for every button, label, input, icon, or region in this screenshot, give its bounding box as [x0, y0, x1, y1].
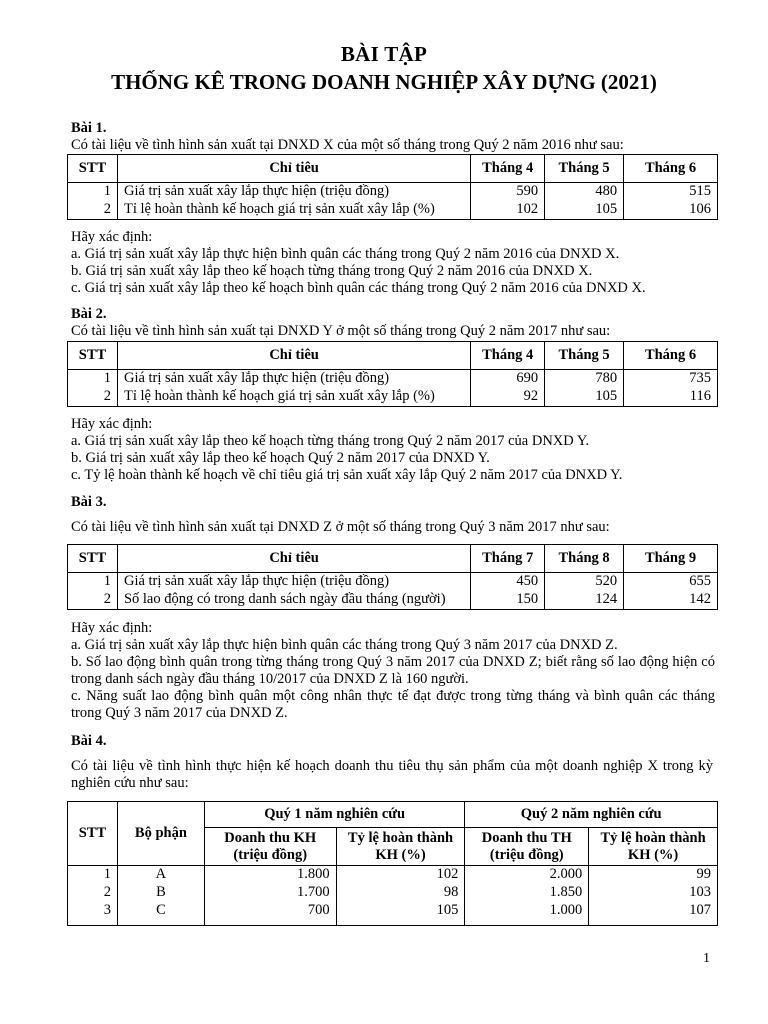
bai1-heading: Bài 1.	[71, 120, 107, 136]
table-cell: Giá trị sản xuất xây lắp thực hiện (triệu đồng)	[117, 183, 470, 201]
table-row	[68, 591, 718, 610]
bai1-question-c: c. Giá trị sản xuất xây lắp theo kế hoạch bình quân các tháng trong Quý 2 năm 2016 của DNXD X.	[71, 280, 646, 296]
table-cell: 116	[689, 388, 711, 405]
doc-title-line1: BÀI TẬP	[340, 42, 428, 66]
table-cell: 515	[689, 183, 711, 200]
table-cell: 1.700	[204, 884, 336, 902]
table-cell: 1.000	[465, 902, 589, 926]
bai3-questions	[71, 620, 715, 722]
table-cell: 2	[68, 201, 118, 220]
table-cell: 105	[336, 902, 465, 926]
bai3-header-m3: Tháng 9	[644, 550, 697, 566]
bai2-question-b: b. Giá trị sản xuất xây lắp theo kế hoạch Quý 2 năm 2017 của DNXD Y.	[71, 450, 490, 466]
bai4-intro-block	[71, 758, 713, 792]
table-cell: B	[117, 884, 204, 902]
bai2-intro: Có tài liệu về tình hình sản xuất tại DNXD Y ở một số tháng trong Quý 2 năm 2017 như sau:	[71, 323, 611, 339]
table-cell: 655	[689, 573, 711, 590]
bai3-header-m2: Tháng 8	[545, 545, 624, 573]
table-cell: 105	[545, 388, 624, 407]
table-cell: 590	[471, 183, 545, 201]
table-cell: 2	[68, 591, 118, 610]
bai3-question-a: a. Giá trị sản xuất xây lắp thực hiện bình quân các tháng trong Quý 3 năm 2017 của DNXD Z.	[71, 637, 618, 653]
bai1-ask: Hãy xác định:	[71, 229, 153, 245]
bai1-questions	[71, 229, 715, 297]
table-cell: 2.000	[465, 866, 589, 884]
bai2-question-a: a. Giá trị sản xuất xây lắp theo kế hoạch từng tháng trong Quý 2 năm 2017 của DNXD Y.	[71, 433, 590, 449]
bai4-heading: Bài 4.	[71, 733, 107, 749]
table-cell: 690	[471, 370, 545, 388]
table-cell: 106	[689, 201, 711, 218]
bai2-questions	[71, 416, 715, 484]
bai4-subheader-dt-kh: Doanh thu KH (triệu đồng)	[204, 828, 336, 866]
bai3-header-m1: Tháng 7	[471, 545, 545, 573]
table-cell: A	[117, 866, 204, 884]
bai2-header-m1: Tháng 4	[471, 342, 545, 370]
table-row	[68, 183, 718, 201]
bai1-question-b: b. Giá trị sản xuất xây lắp theo kế hoạch từng tháng trong Quý 2 năm 2016 của DNXD X.	[71, 263, 593, 279]
bai1-table	[67, 154, 718, 220]
bai3-intro-block	[71, 519, 715, 536]
table-cell: 1.800	[204, 866, 336, 884]
table-cell: Số lao động có trong danh sách ngày đầu tháng (người)	[117, 591, 470, 610]
bai4-subheader-tl-q2: Tỷ lệ hoàn thành KH (%)	[600, 829, 706, 863]
bai3-question-c: c. Năng suất lao động bình quân một công nhân thực tế đạt được trong từng tháng và bình quân các tháng trong Quý 3 năm 2017 của DNXD Z.	[71, 688, 715, 721]
bai1-intro-block	[71, 120, 715, 154]
bai4-header-stt: STT	[68, 802, 118, 866]
table-row	[68, 370, 718, 388]
bai2-ask: Hãy xác định:	[71, 416, 153, 432]
bai3-header-chitieu: Chỉ tiêu	[117, 545, 470, 573]
table-cell: 98	[336, 884, 465, 902]
table-cell: 107	[689, 901, 711, 918]
page-number: 1	[703, 951, 710, 966]
table-cell: 780	[545, 370, 624, 388]
bai3-heading-block	[71, 494, 715, 511]
table-cell: 124	[545, 591, 624, 610]
bai1-header-chitieu: Chỉ tiêu	[117, 155, 470, 183]
bai2-intro-block	[71, 306, 715, 340]
bai3-question-b: b. Số lao động bình quân trong từng tháng trong Quý 3 năm 2017 của DNXD Z; biết rằng số lao động hiện có trong danh sách ngày đầu tháng 10/2017 của DNXD Z là 160 người.	[71, 654, 715, 687]
bai4-header-bophan: Bộ phận	[117, 802, 204, 866]
table-cell: 105	[545, 201, 624, 220]
table-cell: 1	[68, 866, 118, 884]
bai3-ask: Hãy xác định:	[71, 620, 153, 636]
bai1-header-m2: Tháng 5	[545, 155, 624, 183]
table-row	[68, 573, 718, 591]
table-cell: 142	[689, 591, 711, 608]
bai3-header-stt: STT	[68, 545, 118, 573]
table-cell: 480	[545, 183, 624, 201]
table-cell: 103	[689, 884, 711, 900]
table-cell: 450	[471, 573, 545, 591]
bai2-header-stt: STT	[68, 342, 118, 370]
table-row	[68, 884, 718, 902]
bai1-header-m1: Tháng 4	[471, 155, 545, 183]
bai4-heading-block	[71, 733, 715, 750]
bai2-table	[67, 341, 718, 407]
table-cell: 520	[545, 573, 624, 591]
bai2-header-m3: Tháng 6	[644, 347, 697, 363]
table-cell: 3	[68, 902, 118, 926]
bai2-question-c: c. Tỷ lệ hoàn thành kế hoạch về chỉ tiêu giá trị sản xuất xây lắp Quý 2 năm 2017 của DNXD Y.	[71, 467, 623, 483]
bai1-intro: Có tài liệu về tình hình sản xuất tại DNXD X của một số tháng trong Quý 2 năm 2016 như sau:	[71, 137, 624, 153]
bai2-header-m2: Tháng 5	[545, 342, 624, 370]
table-row	[68, 902, 718, 926]
table-cell: 150	[471, 591, 545, 610]
bai2-header-chitieu: Chỉ tiêu	[117, 342, 470, 370]
table-cell: 102	[336, 866, 465, 884]
bai3-table	[67, 544, 718, 610]
table-cell: C	[117, 902, 204, 926]
bai1-header-stt: STT	[68, 155, 118, 183]
table-cell: 2	[68, 388, 118, 407]
bai3-heading: Bài 3.	[71, 494, 107, 510]
table-cell: Tỉ lệ hoàn thành kế hoạch giá trị sản xuất xây lắp (%)	[117, 201, 470, 220]
table-row	[68, 388, 718, 407]
table-cell: 735	[689, 370, 711, 387]
doc-title-line2: THỐNG KÊ TRONG DOANH NGHIỆP XÂY DỰNG (2021)	[111, 70, 657, 94]
table-cell: Tỉ lệ hoàn thành kế hoạch giá trị sản xuất xây lắp (%)	[117, 388, 470, 407]
table-cell: 700	[204, 902, 336, 926]
bai4-header-q2: Quý 2 năm nghiên cứu	[520, 806, 662, 822]
table-cell: 92	[471, 388, 545, 407]
bai3-intro: Có tài liệu về tình hình sản xuất tại DNXD Z ở một số tháng trong Quý 3 năm 2017 như sau:	[71, 519, 610, 535]
table-cell: 99	[696, 866, 711, 883]
bai1-header-m3: Tháng 6	[644, 160, 697, 176]
bai4-header-q1: Quý 1 năm nghiên cứu	[204, 802, 465, 828]
table-cell: 2	[68, 884, 118, 902]
table-cell: 1	[68, 183, 118, 201]
bai2-heading: Bài 2.	[71, 306, 107, 322]
table-row	[68, 201, 718, 220]
bai4-subheader-tl-q1: Tỷ lệ hoàn thành KH (%)	[336, 828, 465, 866]
bai4-intro: Có tài liệu về tình hình thực hiện kế hoạch doanh thu tiêu thụ sản phẩm của một doanh nghiệp X trong kỳ nghiên cứu như sau:	[71, 758, 713, 791]
table-cell: 102	[471, 201, 545, 220]
bai4-table	[67, 801, 718, 926]
table-cell: 1.850	[465, 884, 589, 902]
table-cell: 1	[68, 573, 118, 591]
table-cell: Giá trị sản xuất xây lắp thực hiện (triệu đồng)	[117, 573, 470, 591]
table-row	[68, 866, 718, 884]
bai1-question-a: a. Giá trị sản xuất xây lắp thực hiện bình quân các tháng trong Quý 2 năm 2016 của DNXD X.	[71, 246, 620, 262]
table-cell: Giá trị sản xuất xây lắp thực hiện (triệu đồng)	[117, 370, 470, 388]
table-cell: 1	[68, 370, 118, 388]
bai4-subheader-dt-th: Doanh thu TH (triệu đồng)	[465, 828, 589, 866]
